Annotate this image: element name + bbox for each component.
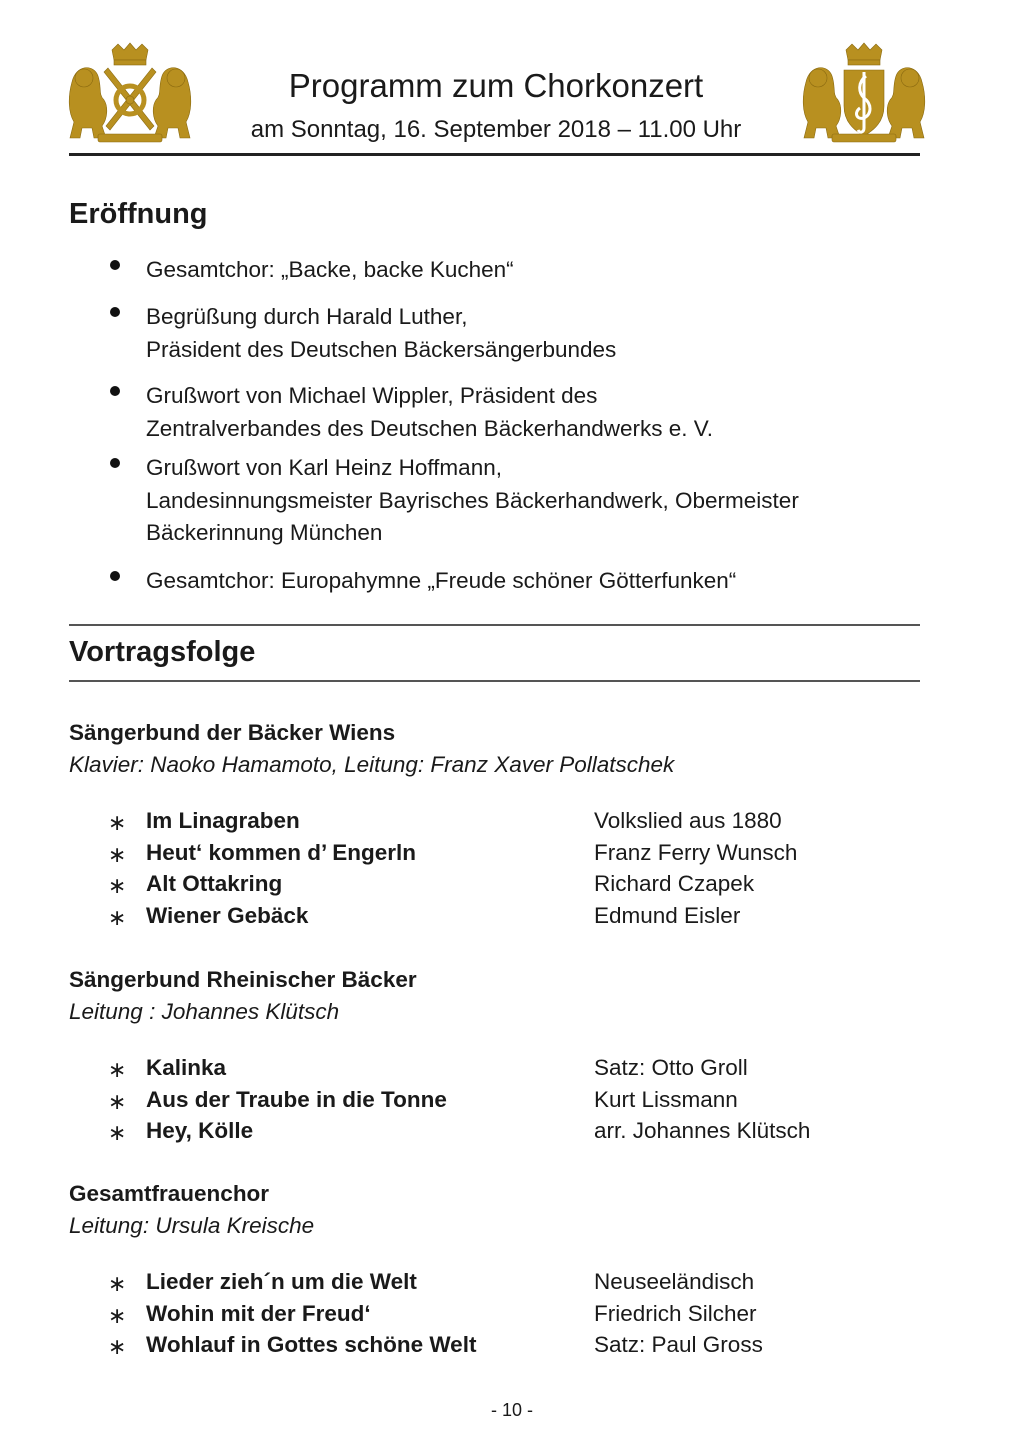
singers-crest-icon bbox=[802, 42, 926, 146]
choir-leadership: Klavier: Naoko Hamamoto, Leitung: Franz Xaver Pollatschek bbox=[69, 752, 675, 777]
section-rule bbox=[69, 680, 920, 682]
song-composer: Volkslied aus 1880 bbox=[594, 808, 782, 833]
song-title: Wohin mit der Freud‘ bbox=[146, 1300, 371, 1326]
bullet-icon bbox=[110, 458, 120, 468]
page-title: Programm zum Chorkonzert bbox=[288, 67, 704, 104]
list-item-line: Grußwort von Michael Wippler, Präsident des bbox=[146, 383, 598, 408]
list-item-line: Zentralverbandes des Deutschen Bäckerhandwerks e. V. bbox=[146, 415, 713, 441]
bullet-icon bbox=[110, 307, 120, 317]
song-title: Wiener Gebäck bbox=[146, 903, 309, 929]
list-item-line: Gesamtchor: „Backe, backe Kuchen“ bbox=[146, 257, 514, 282]
asterisk-icon: ∗ bbox=[108, 905, 127, 931]
bakers-guild-crest-icon bbox=[68, 42, 192, 146]
concert-date: am Sonntag, 16. September 2018 – 11.00 Uhr bbox=[250, 116, 742, 143]
song-list bbox=[0, 1267, 1024, 1362]
song-title: Im Linagraben bbox=[146, 808, 300, 833]
song-title: Lieder zieh´n um die Welt bbox=[146, 1269, 417, 1294]
song-composer: Friedrich Silcher bbox=[594, 1300, 757, 1326]
song-composer: Edmund Eisler bbox=[594, 903, 741, 929]
song-composer: Kurt Lissmann bbox=[594, 1086, 738, 1112]
asterisk-icon: ∗ bbox=[108, 841, 127, 867]
song-title: Hey, Kölle bbox=[146, 1118, 254, 1144]
asterisk-icon: ∗ bbox=[108, 873, 127, 899]
song-title: Wohlauf in Gottes schöne Welt bbox=[146, 1332, 477, 1358]
song-row bbox=[0, 806, 1024, 838]
choir-leadership: Leitung: Ursula Kreische bbox=[69, 1213, 315, 1238]
asterisk-icon: ∗ bbox=[108, 1088, 127, 1114]
song-list bbox=[0, 806, 1024, 933]
song-composer: Franz Ferry Wunsch bbox=[594, 839, 798, 865]
bullet-icon bbox=[110, 386, 120, 396]
song-title: Kalinka bbox=[146, 1055, 227, 1080]
song-title: Heut‘ kommen d’ Engerln bbox=[146, 839, 417, 865]
song-row bbox=[0, 869, 1024, 901]
song-row bbox=[0, 1299, 1024, 1331]
asterisk-icon: ∗ bbox=[108, 1271, 127, 1296]
list-item-line: Präsident des Deutschen Bäckersängerbundes bbox=[146, 336, 617, 362]
asterisk-icon: ∗ bbox=[108, 1302, 127, 1328]
song-row bbox=[0, 1116, 1024, 1148]
choir-leadership: Leitung : Johannes Klütsch bbox=[69, 999, 340, 1024]
song-row bbox=[0, 1267, 1024, 1299]
song-row bbox=[0, 1053, 1024, 1085]
song-row bbox=[0, 1085, 1024, 1117]
song-title: Alt Ottakring bbox=[146, 871, 283, 897]
header-rule bbox=[69, 153, 920, 156]
song-title: Aus der Traube in die Tonne bbox=[146, 1086, 447, 1112]
song-composer: Neuseeländisch bbox=[594, 1269, 755, 1294]
list-item-line: Grußwort von Karl Heinz Hoffmann, bbox=[146, 455, 502, 480]
song-composer: Satz: Paul Gross bbox=[594, 1332, 763, 1358]
list-item-line: Landesinnungsmeister Bayrisches Bäckerhandwerk, Obermeister bbox=[146, 487, 799, 513]
asterisk-icon: ∗ bbox=[108, 1334, 127, 1360]
asterisk-icon: ∗ bbox=[108, 810, 127, 835]
song-row bbox=[0, 1330, 1024, 1362]
song-row bbox=[0, 901, 1024, 933]
section-heading-vortragsfolge: Vortragsfolge bbox=[69, 636, 256, 668]
section-rule bbox=[69, 624, 920, 626]
asterisk-icon: ∗ bbox=[108, 1120, 127, 1146]
list-item-line: Gesamtchor: Europahymne „Freude schöner Götterfunken“ bbox=[146, 568, 737, 593]
bullet-icon bbox=[110, 571, 120, 581]
list-item-line: Bäckerinnung München bbox=[146, 520, 383, 545]
list-item-line: Begrüßung durch Harald Luther, bbox=[146, 304, 468, 329]
song-composer: Richard Czapek bbox=[594, 871, 755, 897]
asterisk-icon: ∗ bbox=[108, 1057, 127, 1082]
choir-name: Sängerbund Rheinischer Bäcker bbox=[69, 967, 417, 992]
choir-name: Sängerbund der Bäcker Wiens bbox=[69, 720, 396, 745]
choir-name: Gesamtfrauenchor bbox=[69, 1181, 270, 1206]
page-number: - 10 - bbox=[490, 1400, 533, 1420]
bullet-icon bbox=[110, 260, 120, 270]
song-row bbox=[0, 838, 1024, 870]
song-composer: arr. Johannes Klütsch bbox=[594, 1118, 811, 1144]
song-list bbox=[0, 1053, 1024, 1148]
section-heading-eroeffnung: Eröffnung bbox=[69, 198, 208, 230]
song-composer: Satz: Otto Groll bbox=[594, 1055, 748, 1080]
